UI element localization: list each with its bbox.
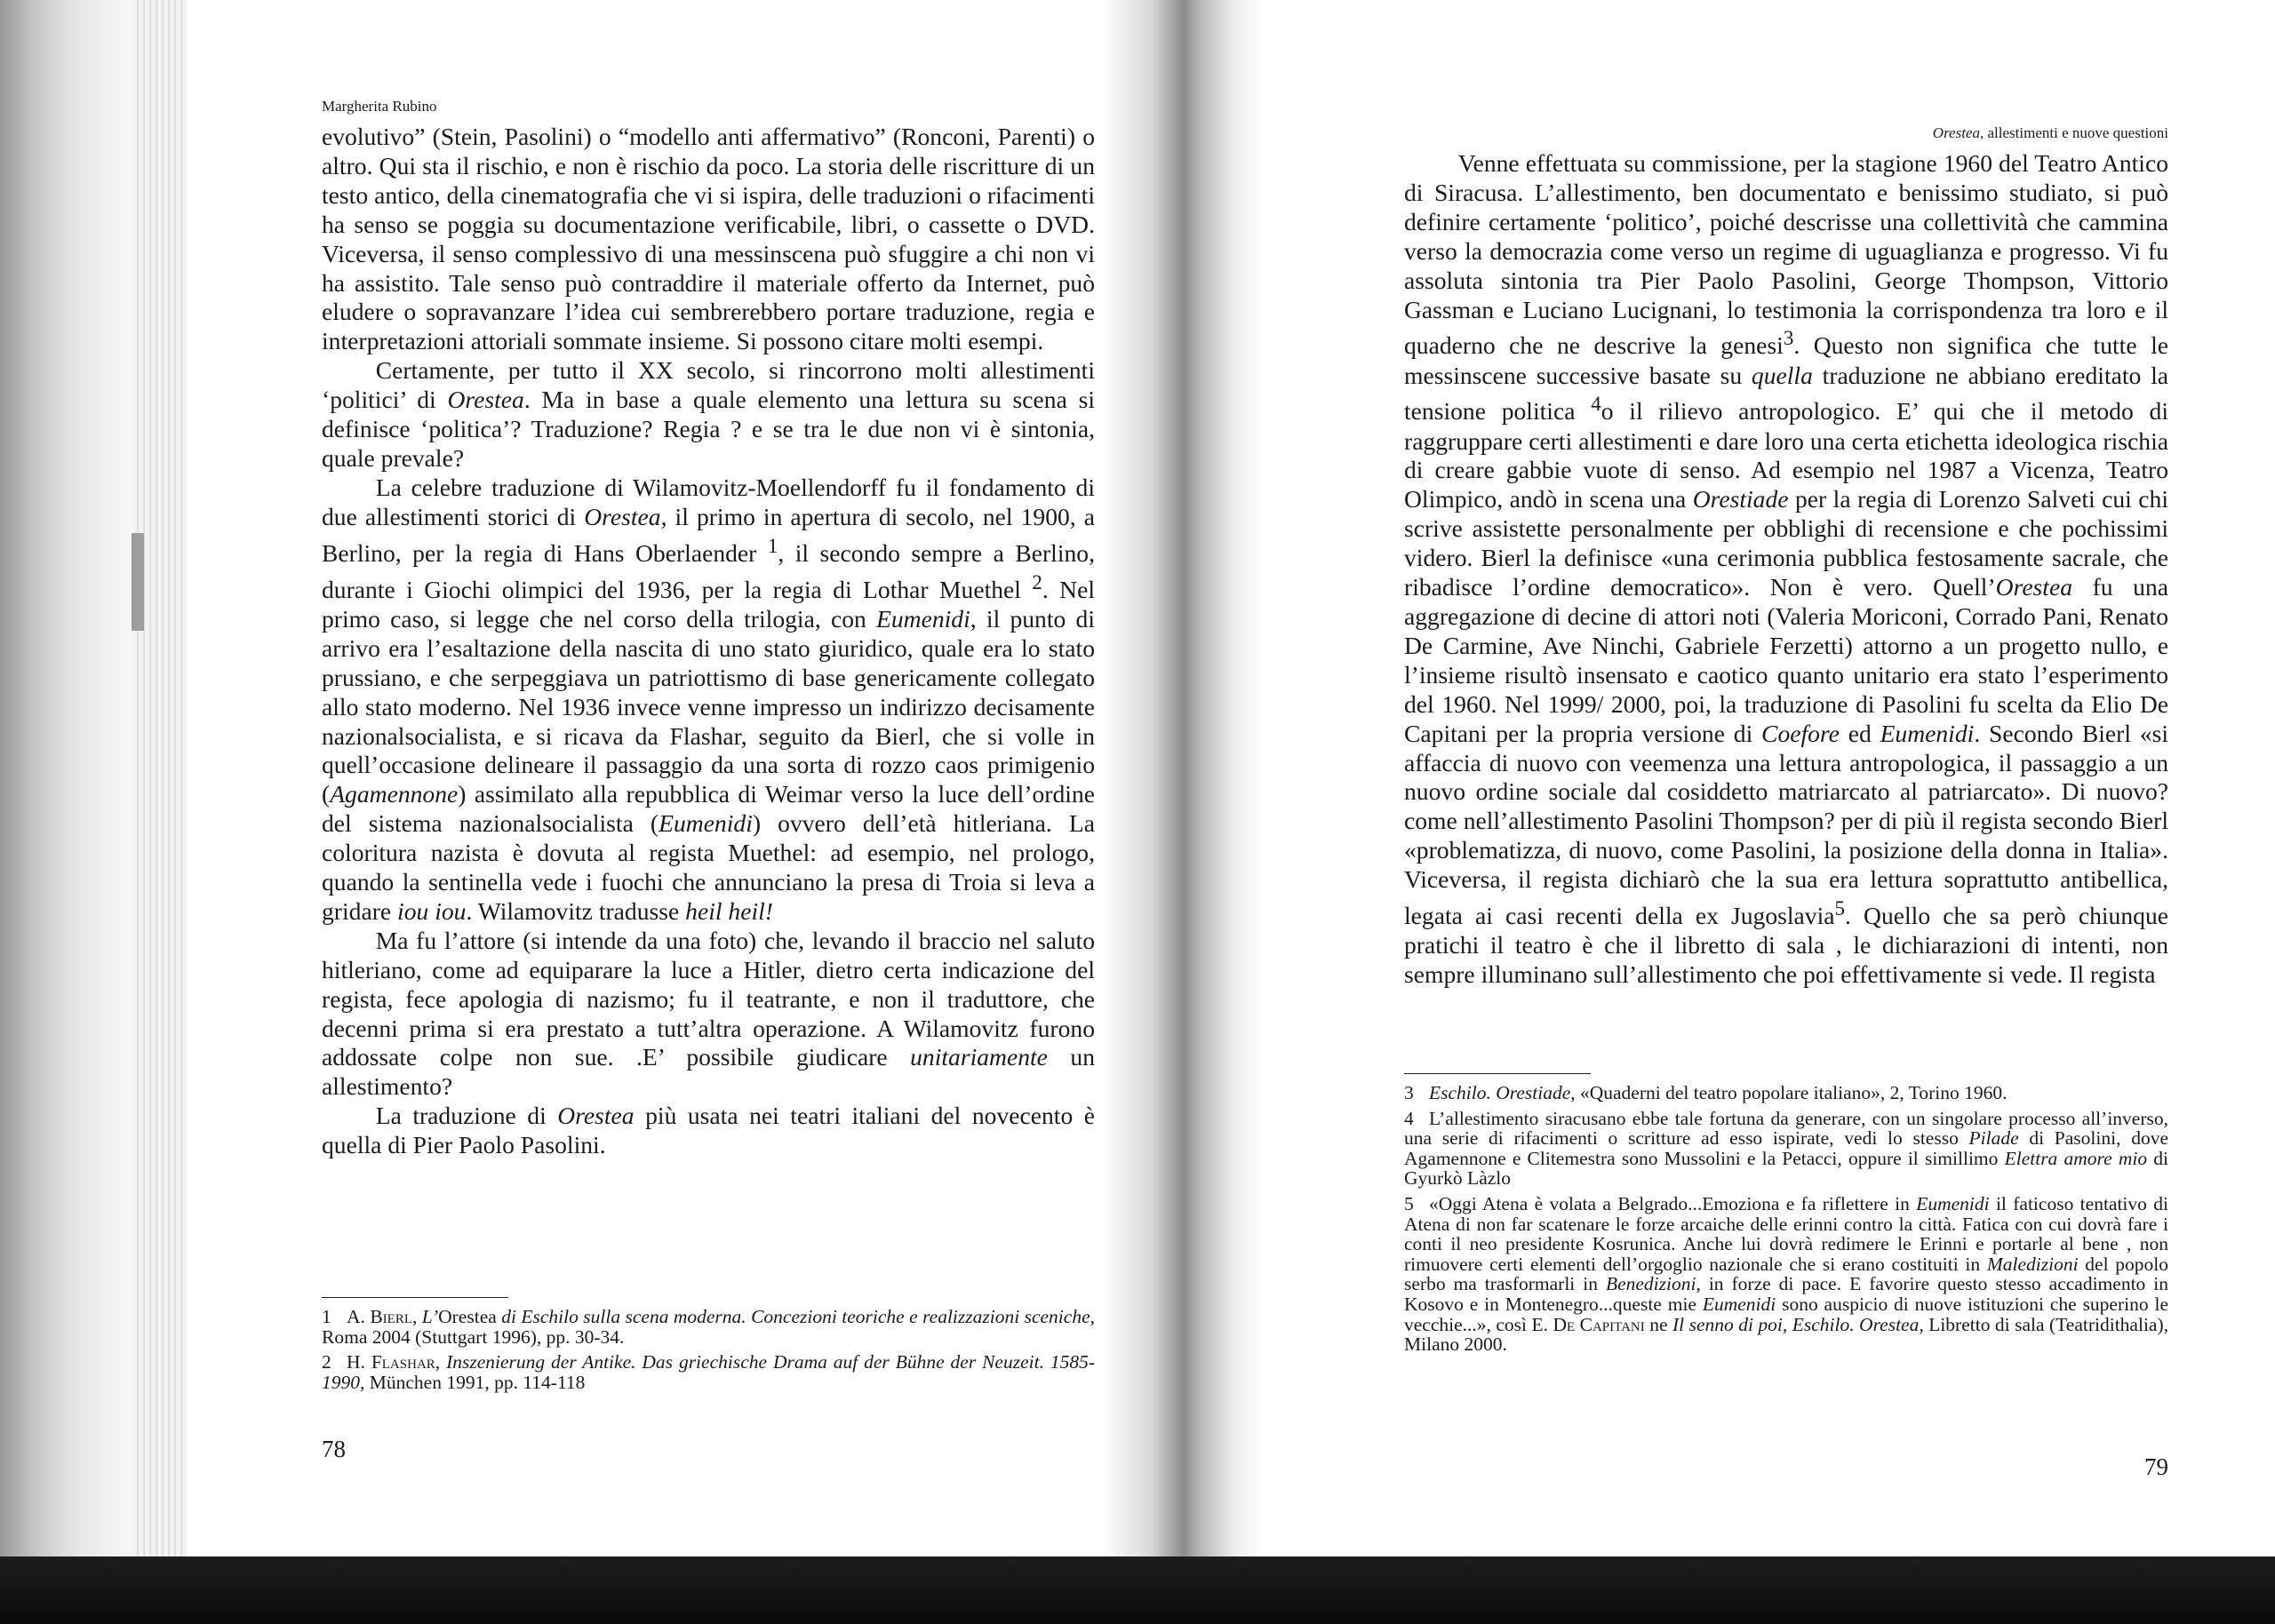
paragraph: Certamente, per tutto il XX secolo, si rincorrono molti allestimenti ‘politici’ di Orestea. Ma in base a quale elemento una lettura su scena si definisce ‘politica’? Traduzione? Regia ? e se tra le due non vi è sintonia, quale prevale?: [322, 356, 1095, 472]
page-stack-edge: [133, 0, 187, 1590]
page-number: 79: [2144, 1453, 2168, 1480]
page-number: 78: [322, 1436, 346, 1462]
footnote-number: 3: [1404, 1082, 1414, 1103]
paragraph: La traduzione di Orestea più usata nei teatri italiani del novecento è quella di Pier Paolo Pasolini.: [322, 1102, 1095, 1159]
footnote-text: «Oggi Atena è volata a Belgrado...Emoziona e fa riflettere in Eumenidi il faticoso tentativo di Atena di non far scatenare le forze arcaiche delle erinni contro la città. Fatica con cui dovrà fare i conti il neo presidente Kosrunica. Anche lui dovrà redimere le Erinni e portarle al bene , non rimuovere certi elementi dell’orgoglio nazionale che si erano costituiti in Maledizioni del popolo serbo ma trasformarli in Benedizioni, in forze di pace. E favorire questo stesso accadimento in Kosovo e in Montenegro...queste mie Eumenidi sono auspicio di nuove istituzioni che superino le vecchie...», così E. De Capitani ne Il senno di poi, Eschilo. Orestea, Libretto di sala (Teatridithalia), Milano 2000.: [1404, 1192, 2168, 1356]
scan-bottom-edge: [0, 1556, 2275, 1624]
footnote-number: 4: [1404, 1107, 1414, 1129]
footnote-text: A. Bierl, L’Orestea di Eschilo sulla scena moderna. Concezioni teoriche e realizzazioni sceniche, Roma 2004 (Stuttgart 1996), pp. 30-34.: [322, 1306, 1095, 1348]
footnote-text: L’allestimento siracusano ebbe tale fortuna da generare, con un singolare processo all’inverso, una serie di rifacimenti o scritture ad esso ispirate, vedi lo stesso Pilade di Pasolini, dove Agamennone e Clitemestra sono Mussolini e la Petacci, oppure il simillimo Elettra amore mio di Gyurkò Làzlo: [1404, 1107, 2168, 1190]
footnote-number: 2: [322, 1351, 331, 1373]
paragraph: La celebre traduzione di Wilamovitz-Moellendorff fu il fondamento di due allestimenti storici di Orestea, il primo in apertura di secolo, nel 1900, a Berlino, per la regia di Hans Oberlaender $^1$, il secondo sempre a Berlino, durante i Giochi olimpici del 1936, per la regia di Lothar Muethel $^2$. Nel primo caso, si legge che nel corso della trilogia, con Eumenidi, il punto di arrivo era l’esaltazione della nascita di uno stato giuridico, quale era lo stato prussiano, e che serpeggiava un patriottismo di base genericamente collegato allo stato moderno. Nel 1936 invece venne impresso un indirizzo decisamente nazionalsocialista, e si ricava da Flashar, seguito da Bierl, che si volle in quell’occasione delineare il passaggio da una sorta di rozzo caos primigenio (Agamennone) assimilato alla repubblica di Weimar verso la luce dell’ordine del sistema nazionalsocialista (Eumenidi) ovvero dell’età hitleriana. La coloritura nazista è dovuta al regista Muethel: ad esempio, nel prologo, quando la sentinella vede i fuochi che annunciano la presa di Troia si leva a gridare iou iou. Wilamovitz tradusse heil heil!: [322, 473, 1096, 925]
body-text: [322, 123, 1095, 1160]
running-head: Orestea, allestimenti e nuove questioni: [1932, 124, 2168, 141]
paragraph: Ma fu l’attore (si intende da una foto) che, levando il braccio nel saluto hitleriano, come ad equiparare la luce a Hitler, dietro certa indicazione del regista, fece apologia di nazismo; fu il teatrante, e non il traduttore, che decenni prima si era prestato a tutt’altra operazione. A Wilamovitz furono addossate colpe non sue. .E’ possibile giudicare unitariamente un allestimento?: [322, 926, 1095, 1101]
left-page: [322, 98, 1095, 1466]
body-text: [1404, 149, 2168, 990]
footnote: [1404, 1083, 2168, 1103]
paragraph: Venne effettuata su commissione, per la stagione 1960 del Teatro Antico di Siracusa. L’allestimento, ben documentato e benissimo studiato, si può definire certamente ‘politico’, poiché descrisse una collettività che cammina verso la democrazia come verso un regime di uguaglianza e progresso. Vi fu assoluta sintonia tra Pier Paolo Pasolini, George Thompson, Vittorio Gassman e Luciano Lucignani, lo testimonia la corrispondenza tra loro e il quaderno che ne descrive la genesi$^3$. Questo non significa che tutte le messinscene successive basate su quella traduzione ne abbiano ereditato la tensione politica $^4$o il rilievo antropologico. E’ qui che il metodo di raggruppare certi allestimenti e dare loro una certa etichetta ideologica rischia di creare gabbie vuote di senso. Ad esempio nel 1987 a Vicenza, Teatro Olimpico, andò in scena una Orestiade per la regia di Lorenzo Salveti cui chi scrive assistette personalmente per obblighi di recensione e che pochissimi videro. Bierl la definisce «una cerimonia pubblica festosamente sacrale, che ribadisce l’ordine democratico». Non è vero. Quell’Orestea fu una aggregazione di decine di attori noti (Valeria Moriconi, Corrado Pani, Renato De Carmine, Ave Ninchi, Gabriele Ferzetti) attorno a un progetto nullo, e l’insieme risultò insensato e caotico quanto unitario era stato l’esperimento del 1960. Nel 1999/ 2000, poi, la traduzione di Pasolini fu scelta da Elio De Capitani per la propria versione di Coefore ed Eumenidi. Secondo Bierl «si affaccia di nuovo con veemenza una lettura antropologica, il passaggio a un nuovo ordine sociale dal cosiddetto matriarcato al patriarcato». Di nuovo? come nell’allestimento Pasolini Thompson? per di più il regista secondo Bierl «problematizza, di nuovo, come Pasolini, la posizione della donna in Italia». Viceversa, il regista dichiarò che la sua era lettura soprattutto antibellica, legata ai casi recenti della ex Jugoslavia$^5$. Quello che sa però chiunque pratichi il teatro è che il libretto di sala , le dichiarazioni di intenti, non sempre illuminano sull’allestimento che poi effettivamente si vede. Il regista: [1404, 149, 2169, 989]
footnote: [1404, 1194, 2168, 1355]
footnote-rule: [1404, 1073, 1591, 1074]
footnotes-section: [322, 1297, 1095, 1397]
footnote: [322, 1352, 1095, 1392]
book-gutter: [1102, 0, 1262, 1564]
scan-left-edge: [0, 0, 133, 1590]
running-head: Margherita Rubino: [322, 98, 437, 115]
footnote-rule: [322, 1297, 508, 1298]
footnote-text: H. Flashar, Inszenierung der Antike. Das griechische Drama auf der Bühne der Neuzeit. 1585-1990, München 1991, pp. 114-118: [322, 1351, 1096, 1393]
footnote: [1404, 1109, 2168, 1189]
footnotes: [1404, 1083, 2168, 1355]
footnote-text: Eschilo. Orestiade, «Quaderni del teatro popolare italiano», 2, Torino 1960.: [1429, 1082, 2008, 1103]
footnotes-section: [1404, 1073, 2168, 1360]
footnotes: [322, 1307, 1095, 1392]
footnote-number: 5: [1404, 1192, 1414, 1214]
page-tab-marker: [132, 533, 144, 631]
paragraph: evolutivo” (Stein, Pasolini) o “modello anti affermativo” (Ronconi, Parenti) o altro. Qui sta il rischio, e non è rischio da poco. La storia delle riscritture di un testo antico, della cinematografia che vi si ispira, delle traduzioni o rifacimenti ha senso se poggia su documentazione verificabile, libri, o cassette o DVD. Viceversa, il senso complessivo di una messinscena può sfuggire a chi non vi ha assistito. Tale senso può contraddire il materiale offerto da Internet, può eludere o sopravanzare l’idea cui sembrerebbero portare traduzione, regia e interpretazioni attoriali sommate insieme. Si possono citare molti esempi.: [322, 123, 1095, 355]
footnote: [322, 1307, 1095, 1347]
footnote-number: 1: [322, 1306, 331, 1327]
right-page: [1404, 124, 2168, 1501]
